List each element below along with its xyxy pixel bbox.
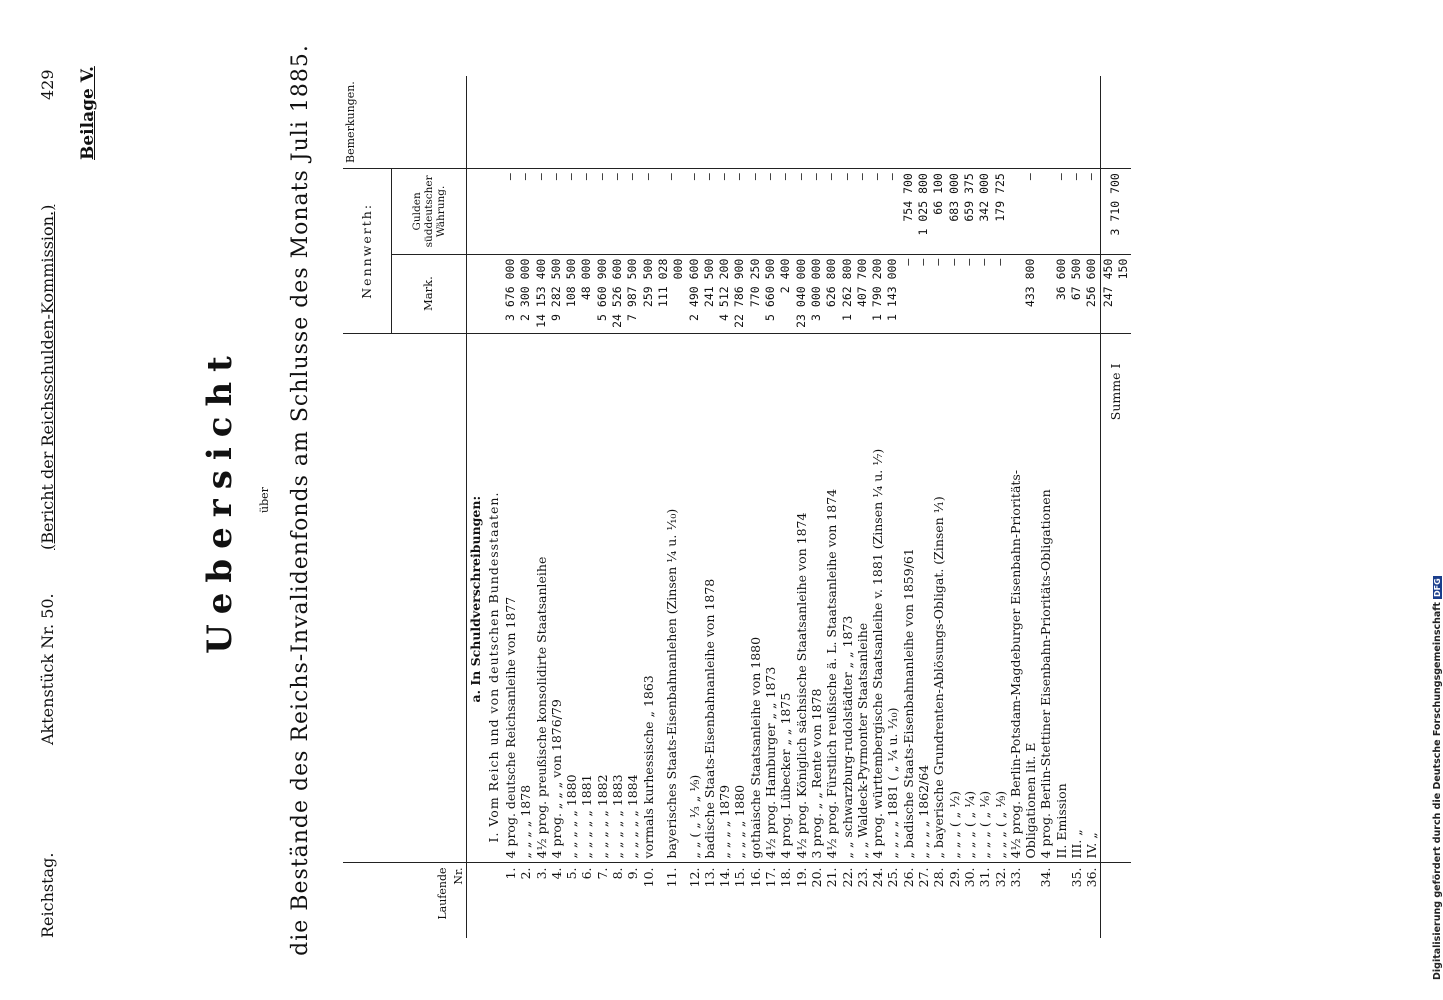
- row-mark-value: 241 500: [702, 254, 717, 333]
- row-description: 4 prog. Lübecker „ „ 1875: [778, 333, 793, 863]
- row-remarks: [641, 76, 656, 169]
- row-mark-value: 3 676 000: [503, 254, 518, 333]
- row-gulden-value: —: [595, 169, 610, 254]
- page-number: 429: [38, 69, 57, 100]
- row-description: 4½ prog. Fürstlich reußische ä. L. Staatsanleihe von 1874: [824, 333, 839, 863]
- table-row: [1084, 76, 1100, 938]
- row-number: 11.: [656, 863, 687, 938]
- row-remarks: [748, 76, 763, 169]
- appendix-label: Beilage V.: [78, 66, 98, 160]
- row-gulden-value: —: [641, 169, 656, 254]
- row-number: 12.: [687, 863, 702, 938]
- row-remarks: [1084, 76, 1100, 169]
- row-gulden-value: —: [855, 169, 870, 254]
- row-remarks: [962, 76, 977, 169]
- table-row: [916, 76, 931, 938]
- row-gulden-value: 66 100: [931, 169, 946, 254]
- row-remarks: [901, 76, 916, 169]
- row-gulden-value: —: [778, 169, 793, 254]
- row-mark-value: 9 282 500: [549, 254, 564, 333]
- row-number: 20.: [809, 863, 824, 938]
- row-number: 2.: [518, 863, 533, 938]
- row-remarks: [579, 76, 594, 169]
- table-row: [595, 76, 610, 938]
- row-mark-value: —: [977, 254, 992, 333]
- row-remarks: [885, 76, 900, 169]
- row-mark-value: —: [931, 254, 946, 333]
- row-gulden-value: —: [794, 169, 809, 254]
- row-number: 5.: [564, 863, 579, 938]
- row-mark-value: 3 000 000: [809, 254, 824, 333]
- row-remarks: [778, 76, 793, 169]
- row-remarks: [824, 76, 839, 169]
- row-remarks: [610, 76, 625, 169]
- section-i-heading: I. Vom Reich und von deutschen Bundesstaaten.: [485, 333, 503, 863]
- row-gulden-value: —: [579, 169, 594, 254]
- row-description: bayerisches Staats-Eisenbahnanlehen (Zinsen ¼ u. ⅒): [656, 333, 687, 863]
- row-mark-value: 23 040 000: [794, 254, 809, 333]
- table-row: [1038, 76, 1053, 938]
- row-description: „ „ „ „ 1880: [732, 333, 747, 863]
- col-header-nr: Laufende Nr.: [343, 863, 467, 938]
- row-number: 31.: [977, 863, 992, 938]
- row-remarks: [564, 76, 579, 169]
- row-gulden-value: —: [503, 169, 518, 254]
- row-number: 35.: [1069, 863, 1084, 938]
- row-gulden-value: —: [840, 169, 855, 254]
- row-mark-value: 22 786 900: [732, 254, 747, 333]
- row-mark-value: 626 800: [824, 254, 839, 333]
- title-over: über: [258, 487, 271, 513]
- row-gulden-value: —: [1023, 169, 1038, 254]
- row-mark-value: 24 526 600: [610, 254, 625, 333]
- row-number: 22.: [840, 863, 855, 938]
- col-header-nennwerth: Nennwerth:: [343, 169, 392, 333]
- row-mark-value: 407 700: [855, 254, 870, 333]
- row-number: 24.: [870, 863, 885, 938]
- row-remarks: [916, 76, 931, 169]
- row-gulden-value: 754 700: [901, 169, 916, 254]
- table-row: [625, 76, 640, 938]
- table-row: [840, 76, 855, 938]
- row-description: „ „ „ ( „ ½): [947, 333, 962, 863]
- row-mark-value: [1008, 254, 1023, 333]
- row-description: gothaische Staatsanleihe von 1880: [748, 333, 763, 863]
- row-remarks: [870, 76, 885, 169]
- row-remarks: [794, 76, 809, 169]
- sum-gulden: 3 710 700: [1100, 169, 1131, 254]
- row-description: „ „ Waldeck-Pyrmonter Staatsanleihe: [855, 333, 870, 863]
- row-mark-value: —: [947, 254, 962, 333]
- row-description: 4 prog. deutsche Reichsanleihe von 1877: [503, 333, 518, 863]
- row-description: III. „: [1069, 333, 1084, 863]
- row-remarks: [855, 76, 870, 169]
- col-header-bemerkungen: Bemerkungen.: [343, 76, 467, 169]
- table-row: [947, 76, 962, 938]
- row-gulden-value: —: [549, 169, 564, 254]
- table-row: [549, 76, 564, 938]
- table-row: [824, 76, 839, 938]
- row-description: „ „ ( „ ⅓ „ ⅑): [687, 333, 702, 863]
- row-remarks: [702, 76, 717, 169]
- table-row: [977, 76, 992, 938]
- sum-label: Summe I: [1100, 333, 1131, 863]
- row-gulden-value: 683 000: [947, 169, 962, 254]
- table-row: [931, 76, 946, 938]
- row-gulden-value: [1038, 169, 1053, 254]
- row-mark-value: 108 500: [564, 254, 579, 333]
- row-number: 3.: [534, 863, 549, 938]
- row-gulden-value: 1 025 800: [916, 169, 931, 254]
- row-gulden-value: —: [763, 169, 778, 254]
- row-gulden-value: —: [870, 169, 885, 254]
- row-remarks: [656, 76, 687, 169]
- sum-mark: 247 450 150: [1100, 254, 1131, 333]
- table-row: [1008, 76, 1023, 938]
- table-row: [641, 76, 656, 938]
- row-mark-value: 2 300 000: [518, 254, 533, 333]
- row-description: „ „ schwarzburg-rudolstädter „ „ 1873: [840, 333, 855, 863]
- col-header-gulden: Gulden süddeutscher Währung.: [392, 169, 467, 254]
- row-number: 15.: [732, 863, 747, 938]
- row-number: 36.: [1084, 863, 1100, 938]
- row-gulden-value: —: [610, 169, 625, 254]
- table-row: [518, 76, 533, 938]
- row-number: 1.: [503, 863, 518, 938]
- row-number: 29.: [947, 863, 962, 938]
- row-gulden-value: —: [534, 169, 549, 254]
- table-row: [809, 76, 824, 938]
- row-number: 33.: [1008, 863, 1023, 938]
- row-mark-value: —: [962, 254, 977, 333]
- row-description: 4 prog. württembergische Staatsanleihe v. 1881 (Zinsen ¼ u. ⅐): [870, 333, 885, 863]
- row-mark-value: 1 143 000: [885, 254, 900, 333]
- row-remarks: [977, 76, 992, 169]
- row-gulden-value: —: [656, 169, 687, 254]
- row-description: 4 prog. „ „ „ von 1876/79: [549, 333, 564, 863]
- table-row: [748, 76, 763, 938]
- row-description: II. Emission: [1054, 333, 1069, 863]
- row-number: 27.: [916, 863, 931, 938]
- table-row: [1023, 76, 1038, 938]
- table-row: [901, 76, 916, 938]
- row-mark-value: —: [901, 254, 916, 333]
- row-remarks: [1069, 76, 1084, 169]
- row-mark-value: [1038, 254, 1053, 333]
- table-row: [579, 76, 594, 938]
- row-description: „ „ „ ( „ ⅑): [993, 333, 1008, 863]
- row-mark-value: 7 987 500: [625, 254, 640, 333]
- row-number: 6.: [579, 863, 594, 938]
- row-remarks: [763, 76, 778, 169]
- row-number: 30.: [962, 863, 977, 938]
- row-gulden-value: —: [732, 169, 747, 254]
- row-remarks: [809, 76, 824, 169]
- row-gulden-value: —: [625, 169, 640, 254]
- document-title: Uebersicht: [200, 346, 240, 654]
- table-row: [717, 76, 732, 938]
- table-row: [855, 76, 870, 938]
- row-number: 34.: [1038, 863, 1053, 938]
- row-remarks: [503, 76, 518, 169]
- row-gulden-value: —: [885, 169, 900, 254]
- row-description: 4½ prog. preußische konsolidirte Staatsanleihe: [534, 333, 549, 863]
- row-gulden-value: [1008, 169, 1023, 254]
- row-remarks: [717, 76, 732, 169]
- row-number: 16.: [748, 863, 763, 938]
- row-mark-value: 1 790 200: [870, 254, 885, 333]
- row-mark-value: 2 490 600: [687, 254, 702, 333]
- row-gulden-value: —: [809, 169, 824, 254]
- row-remarks: [840, 76, 855, 169]
- row-description: 3 prog. „ „ Rente von 1878: [809, 333, 824, 863]
- row-description: 4½ prog. Berlin-Potsdam-Magdeburger Eisenbahn-Prioritäts-: [1008, 333, 1023, 863]
- row-mark-value: 111 028 000: [656, 254, 687, 333]
- dfg-logo-badge: DFG: [1433, 578, 1442, 598]
- row-number: 26.: [901, 863, 916, 938]
- row-remarks: [947, 76, 962, 169]
- row-mark-value: 2 400: [778, 254, 793, 333]
- table-row: [564, 76, 579, 938]
- row-mark-value: 256 600: [1084, 254, 1100, 333]
- row-remarks: [687, 76, 702, 169]
- row-number: 23.: [855, 863, 870, 938]
- row-description: badische Staats-Eisenbahnanleihe von 1878: [702, 333, 717, 863]
- table-row: [503, 76, 518, 938]
- row-gulden-value: —: [717, 169, 732, 254]
- row-number: [1023, 863, 1038, 938]
- document-subtitle: die Bestände des Reichs-Invalidenfonds am Schlusse des Monats Juli 1885.: [288, 44, 313, 956]
- row-gulden-value: —: [702, 169, 717, 254]
- row-gulden-value: 659 375: [962, 169, 977, 254]
- row-number: 17.: [763, 863, 778, 938]
- row-remarks: [732, 76, 747, 169]
- row-mark-value: 36 600: [1054, 254, 1069, 333]
- row-remarks: [518, 76, 533, 169]
- table-row: [687, 76, 702, 938]
- row-number: 18.: [778, 863, 793, 938]
- section-a-heading: a. In Schuldverschreibungen:: [467, 333, 486, 863]
- table-row: [656, 76, 687, 938]
- row-mark-value: 433 800: [1023, 254, 1038, 333]
- row-description: „ badische Staats-Eisenbahnanleihe von 1859/61: [901, 333, 916, 863]
- col-header-mark: Mark.: [392, 254, 467, 333]
- row-gulden-value: —: [1054, 169, 1069, 254]
- table-row: [1054, 76, 1069, 938]
- row-gulden-value: —: [748, 169, 763, 254]
- row-remarks: [595, 76, 610, 169]
- row-remarks: [993, 76, 1008, 169]
- row-remarks: [625, 76, 640, 169]
- row-description: „ „ „ „ „ 1882: [595, 333, 610, 863]
- row-mark-value: 67 500: [1069, 254, 1084, 333]
- row-description: IV. „: [1084, 333, 1100, 863]
- row-remarks: [931, 76, 946, 169]
- row-description: „ „ „ „ 1878: [518, 333, 533, 863]
- row-number: 8.: [610, 863, 625, 938]
- row-description: „ „ „ „ „ 1883: [610, 333, 625, 863]
- row-number: 14.: [717, 863, 732, 938]
- row-number: 32.: [993, 863, 1008, 938]
- row-description: 4 prog. Berlin-Stettiner Eisenbahn-Prioritäts-Obligationen: [1038, 333, 1053, 863]
- sidebar-strip: [1418, 10, 1432, 990]
- row-gulden-value: 342 000: [977, 169, 992, 254]
- row-description: „ „ „ „ 1879: [717, 333, 732, 863]
- row-mark-value: —: [993, 254, 1008, 333]
- header-middle: Aktenstück Nr. 50.: [38, 593, 57, 745]
- row-gulden-value: —: [1084, 169, 1100, 254]
- row-number: 9.: [625, 863, 640, 938]
- table-row: [993, 76, 1008, 938]
- header-left: Reichstag.: [38, 852, 57, 938]
- row-description: „ „ „ „ „ 1884: [625, 333, 640, 863]
- row-description: „ „ „ ( „ ⅙): [977, 333, 992, 863]
- row-remarks: [549, 76, 564, 169]
- row-description: vormals kurhessische „ 1863: [641, 333, 656, 863]
- table-row: [534, 76, 549, 938]
- sidebar-credit: [1432, 576, 1443, 980]
- row-description: „ „ „ „ „ 1881: [579, 333, 594, 863]
- row-number: 7.: [595, 863, 610, 938]
- table-row: [763, 76, 778, 938]
- row-description: „ bayerische Grundrenten-Ablösungs-Obligat. (Zinsen ⅟₁): [931, 333, 946, 863]
- row-mark-value: 1 262 800: [840, 254, 855, 333]
- row-description: 4½ prog. Königlich sächsische Staatsanleihe von 1874: [794, 333, 809, 863]
- table-row: [732, 76, 747, 938]
- row-mark-value: 259 500: [641, 254, 656, 333]
- table-row: [778, 76, 793, 938]
- row-remarks: [1038, 76, 1053, 169]
- row-number: 19.: [794, 863, 809, 938]
- table-row: [962, 76, 977, 938]
- row-gulden-value: —: [1069, 169, 1084, 254]
- row-description: „ „ „ ( „ ¼): [962, 333, 977, 863]
- row-gulden-value: 179 725: [993, 169, 1008, 254]
- row-description: 4½ prog. Hamburger „ „ 1873: [763, 333, 778, 863]
- sidebar-credit-text: Digitalisierung gefördert durch die Deutsche Forschungsgemeinschaft: [1432, 602, 1443, 980]
- row-description: „ „ „ „ „ 1880: [564, 333, 579, 863]
- row-mark-value: 770 250: [748, 254, 763, 333]
- table-row: [610, 76, 625, 938]
- row-number: 10.: [641, 863, 656, 938]
- row-remarks: [1023, 76, 1038, 169]
- row-description: Obligationen lit. E: [1023, 333, 1038, 863]
- row-gulden-value: —: [564, 169, 579, 254]
- row-gulden-value: —: [518, 169, 533, 254]
- row-gulden-value: —: [687, 169, 702, 254]
- row-remarks: [1008, 76, 1023, 169]
- table-row: [794, 76, 809, 938]
- row-mark-value: 5 660 900: [595, 254, 610, 333]
- row-mark-value: 48 000: [579, 254, 594, 333]
- table-row: [870, 76, 885, 938]
- row-number: 13.: [702, 863, 717, 938]
- row-number: 28.: [931, 863, 946, 938]
- table-row: [702, 76, 717, 938]
- row-mark-value: 4 512 200: [717, 254, 732, 333]
- row-mark-value: 14 153 400: [534, 254, 549, 333]
- row-number: 4.: [549, 863, 564, 938]
- col-header-desc: [343, 333, 467, 863]
- row-number: 21.: [824, 863, 839, 938]
- row-description: „ „ „ „ 1881 ( „ ¼ u. ⅒): [885, 333, 900, 863]
- row-mark-value: —: [916, 254, 931, 333]
- header-commission: (Bericht der Reichsschulden-Kommission.): [38, 204, 57, 550]
- row-remarks: [1054, 76, 1069, 169]
- row-number: [1054, 863, 1069, 938]
- row-number: 25.: [885, 863, 900, 938]
- holdings-table: [343, 76, 1131, 938]
- row-description: „ „ „ „ 1862/64: [916, 333, 931, 863]
- row-remarks: [534, 76, 549, 169]
- row-gulden-value: —: [824, 169, 839, 254]
- table-row: [885, 76, 900, 938]
- row-mark-value: 5 660 500: [763, 254, 778, 333]
- table-row: [1069, 76, 1084, 938]
